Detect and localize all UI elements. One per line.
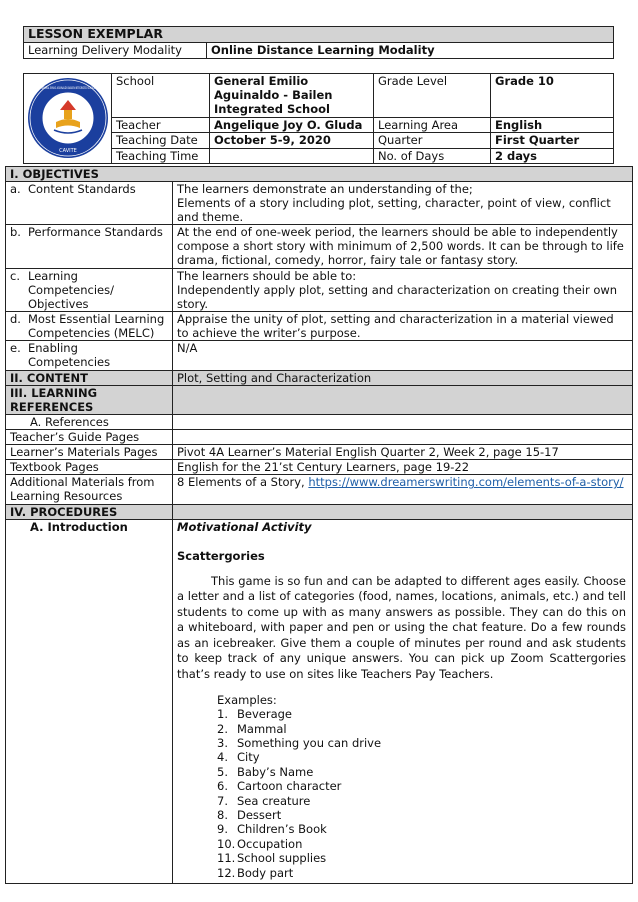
list-item-number: 9.	[217, 822, 228, 837]
item-label: Enabling Competencies	[28, 341, 111, 370]
lesson-plan-table	[5, 166, 633, 884]
list-item-number: 12.	[217, 865, 236, 880]
list-item	[217, 736, 626, 750]
list-item	[217, 866, 626, 880]
teaching-date-value: October 5-9, 2020	[210, 133, 374, 148]
teaching-time-label: Teaching Time	[112, 148, 210, 163]
list-item-number: 7.	[217, 793, 228, 808]
learning-competencies-value	[173, 268, 633, 311]
list-item	[217, 765, 626, 779]
quarter-value: First Quarter	[491, 133, 614, 148]
list-item-text: Beverage	[237, 707, 292, 722]
competencies-intro: The learners should be able to:	[177, 268, 357, 283]
list-item-text: School supplies	[237, 851, 327, 866]
item-label: Most Essential Learning Competencies (MELC)	[28, 312, 165, 341]
content-standards-label	[6, 182, 173, 225]
list-item	[217, 722, 626, 736]
seal-bottom-text: CAVITE	[59, 148, 77, 154]
list-item	[217, 779, 626, 793]
list-item	[217, 808, 626, 822]
list-item-number: 6.	[217, 779, 228, 794]
list-item-number: 5.	[217, 764, 228, 779]
modality-value: Online Distance Learning Modality	[207, 43, 614, 59]
content-standards-intro: The learners demonstrate an understanding of the;	[177, 182, 473, 197]
additional-materials-label: Additional Materials from Learning Resources	[6, 475, 173, 504]
list-item-number: 11.	[217, 851, 236, 866]
enabling-competencies-label	[6, 341, 173, 370]
lesson-header-table	[23, 26, 614, 59]
seal-ring-text: GENERAL EMILIO AGUINALDO-BAILEN INTEGRATED SCHOOL	[41, 86, 95, 90]
performance-standards-label	[6, 225, 173, 268]
list-item-number: 3.	[217, 735, 228, 750]
list-item	[217, 822, 626, 836]
procedures-blank	[173, 504, 633, 519]
item-letter: b.	[10, 225, 21, 240]
list-item-number: 10.	[217, 836, 236, 851]
melc-value: Appraise the unity of plot, setting and characterization in a material viewed to achieve the writer’s purpose.	[173, 312, 633, 341]
learning-area-value: English	[491, 117, 614, 132]
list-item-text: Sea creature	[237, 793, 311, 808]
item-label: Content Standards	[28, 182, 136, 197]
list-item-text: Occupation	[237, 836, 303, 851]
list-item	[217, 851, 626, 865]
content-standards-value	[173, 182, 633, 225]
list-item-text: Something you can drive	[237, 735, 382, 750]
learners-materials-value: Pivot 4A Learner’s Material English Quarter 2, Week 2, page 15-17	[173, 445, 633, 460]
list-item-text: Baby’s Name	[237, 764, 314, 779]
item-letter: d.	[10, 312, 21, 327]
teachers-guide-value	[173, 429, 633, 444]
introduction-value	[173, 519, 633, 883]
item-label: Learning Competencies/ Objectives	[28, 268, 114, 311]
list-item	[217, 837, 626, 851]
item-label: Performance Standards	[28, 225, 163, 240]
elements-of-story-link[interactable]: https://www.dreamerswriting.com/elements-of-a-story/	[308, 475, 624, 490]
learning-references-heading: III. LEARNING REFERENCES	[6, 385, 173, 414]
textbook-pages-value: English for the 21’st Century Learners, page 19-22	[173, 460, 633, 475]
game-title: Scattergories	[177, 548, 265, 563]
quarter-label: Quarter	[374, 133, 491, 148]
list-item-number: 8.	[217, 807, 228, 822]
learners-materials-label: Learner’s Materials Pages	[6, 445, 173, 460]
enabling-competencies-value: N/A	[173, 341, 633, 370]
introduction-label: A. Introduction	[6, 519, 173, 883]
school-logo-cell	[24, 74, 112, 164]
list-item-number: 2.	[217, 721, 228, 736]
teacher-label: Teacher	[112, 117, 210, 132]
list-item	[217, 707, 626, 721]
learning-area-label: Learning Area	[374, 117, 491, 132]
activity-title: Motivational Activity	[177, 519, 312, 534]
game-description: This game is so fun and can be adapted to different ages easily. Choose a letter and a list of categories (food, names, locations, animals, etc.) and tell students to come up with as many answers as possible. They can do this on a whiteboard, with paper and pen or using the chat feature. Do a few rounds as an icebreaker. Give them a couple of minutes per round and ask students to keep track of any unique answers. You can pick up Zoom Scattergories that’s ready to use on sites like Teachers Pay Teachers.	[177, 573, 626, 681]
examples-label: Examples:	[217, 693, 277, 708]
school-label: School	[112, 74, 210, 118]
content-heading: II. CONTENT	[6, 370, 173, 385]
teachers-guide-label: Teacher’s Guide Pages	[6, 429, 173, 444]
grade-level-value: Grade 10	[491, 74, 614, 118]
school-value: General Emilio Aguinaldo - Bailen Integrated School	[210, 74, 374, 118]
list-item-text: Body part	[237, 865, 294, 880]
learning-references-blank	[173, 385, 633, 414]
procedures-heading: IV. PROCEDURES	[6, 504, 173, 519]
list-item-number: 4.	[217, 750, 228, 765]
days-value: 2 days	[491, 148, 614, 163]
item-letter: c.	[10, 268, 20, 283]
teaching-time-value	[210, 148, 374, 163]
teaching-date-label: Teaching Date	[112, 133, 210, 148]
content-standards-text: Elements of a story including plot, setting, character, point of view, conflict and theme.	[177, 196, 611, 225]
list-item	[217, 750, 626, 764]
additional-materials-value	[173, 475, 633, 504]
content-value: Plot, Setting and Characterization	[173, 370, 633, 385]
list-item-text: City	[237, 750, 260, 765]
school-seal-icon	[26, 76, 110, 160]
textbook-pages-label: Textbook Pages	[6, 460, 173, 475]
melc-label	[6, 312, 173, 341]
learning-competencies-label	[6, 268, 173, 311]
modality-label: Learning Delivery Modality	[24, 43, 207, 59]
teacher-value: Angelique Joy O. Gluda	[210, 117, 374, 132]
references-label: A. References	[6, 414, 173, 429]
list-item	[217, 794, 626, 808]
additional-materials-text: 8 Elements of a Story,	[177, 475, 309, 490]
objectives-heading: I. OBJECTIVES	[6, 167, 633, 182]
list-item-text: Dessert	[237, 807, 282, 822]
list-item-text: Mammal	[237, 721, 287, 736]
competencies-text: Independently apply plot, setting and characterization on creating their own story.	[177, 282, 618, 311]
performance-standards-value: At the end of one-week period, the learners should be able to independently compose a short story with minimum of 2,500 words. It can be through to life drama, fictional, comedy, horror, fairy tale or fantasy story.	[173, 225, 633, 268]
lesson-title: LESSON EXEMPLAR	[24, 27, 614, 43]
list-item-text: Cartoon character	[237, 779, 342, 794]
references-value	[173, 414, 633, 429]
examples-list	[217, 707, 626, 880]
item-letter: a.	[10, 182, 21, 197]
list-item-number: 1.	[217, 707, 228, 722]
days-label: No. of Days	[374, 148, 491, 163]
school-info-table	[23, 73, 614, 164]
grade-level-label: Grade Level	[374, 74, 491, 118]
list-item-text: Children’s Book	[237, 822, 327, 837]
item-letter: e.	[10, 341, 21, 356]
